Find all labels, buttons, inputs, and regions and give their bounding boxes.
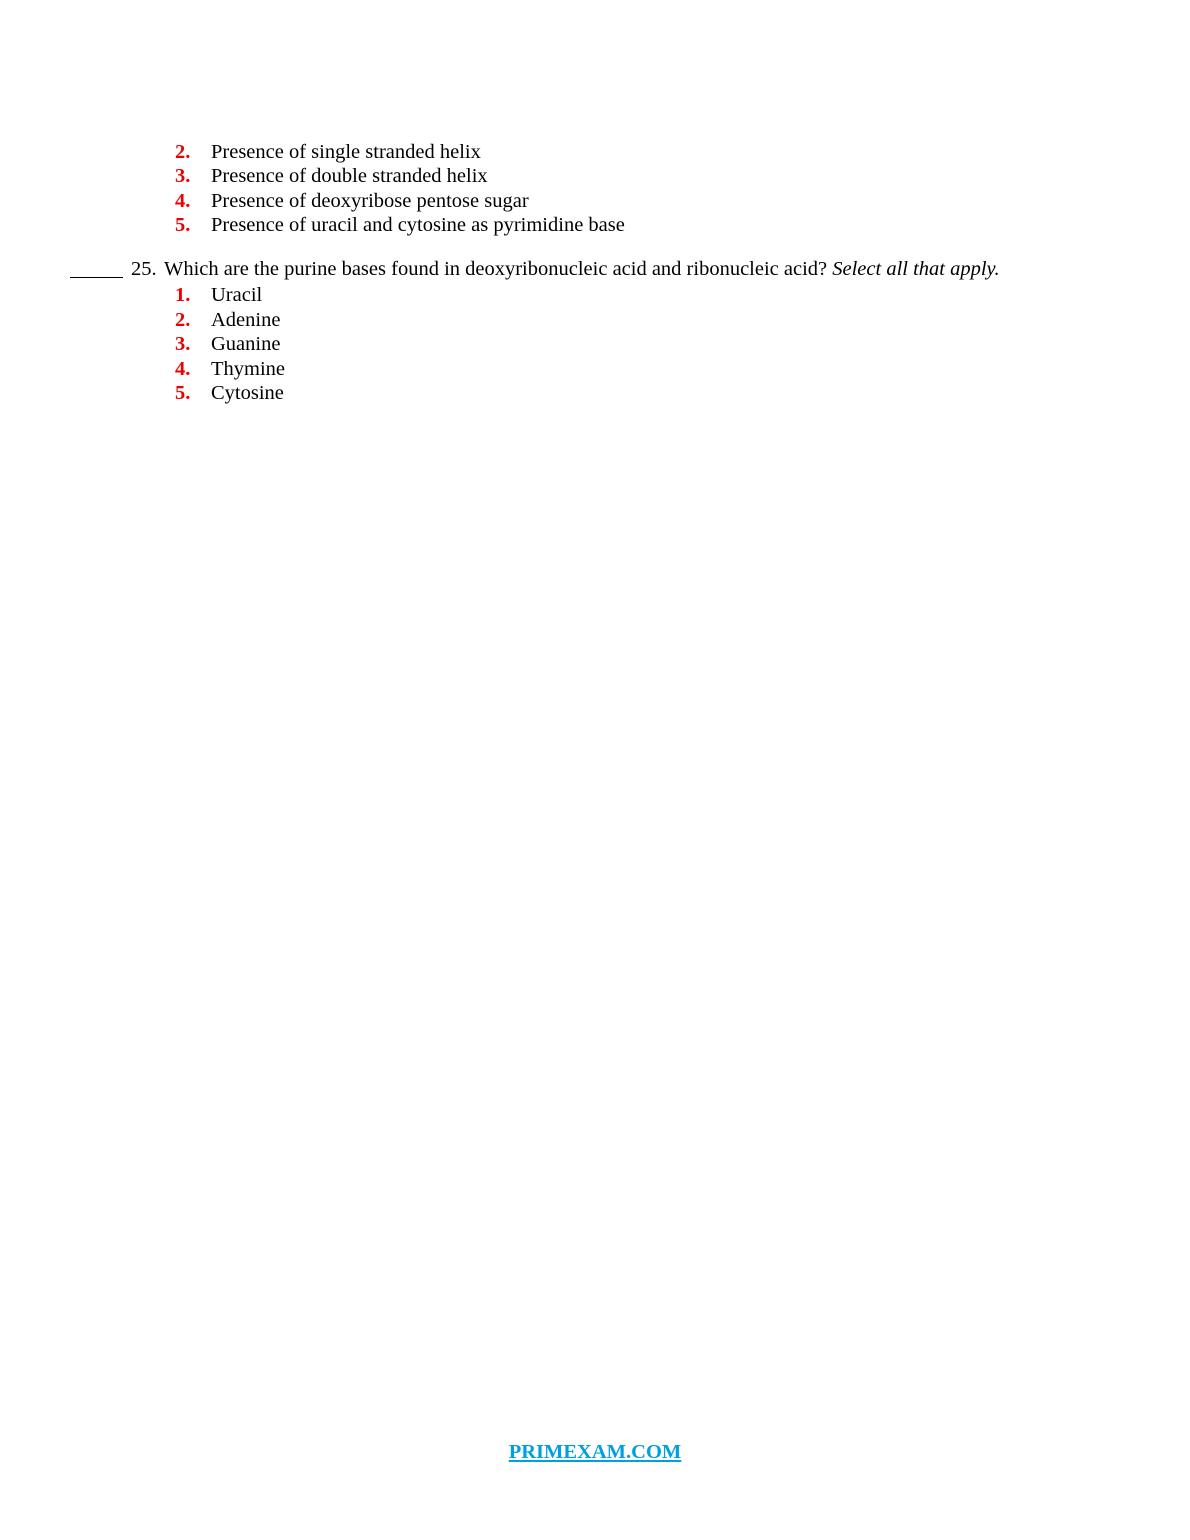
option-text: Uracil [211,284,263,306]
option-text: Presence of single stranded helix [211,141,481,163]
primexam-link[interactable]: PRIMEXAM.COM [508,1441,682,1463]
option-text: Guanine [211,333,281,355]
footer [0,1439,1190,1465]
question-text [164,257,1000,281]
answer-blank [70,277,123,278]
option-number: 5. [175,214,191,236]
option-number: 3. [175,333,191,355]
option-text: Presence of uracil and cytosine as pyrimidine base [211,214,625,236]
option-text: Presence of deoxyribose pentose sugar [211,190,529,212]
option-text: Presence of double stranded helix [211,165,488,187]
option-number: 2. [175,141,191,163]
option-number: 4. [175,190,191,212]
question-number: 25. [131,258,157,280]
option-number: 4. [175,358,191,380]
question-stem: Which are the purine bases found in deoxyribonucleic acid and ribonucleic acid? [164,258,833,280]
option-text: Cytosine [211,382,284,404]
option-number: 2. [175,309,191,331]
option-number: 3. [175,165,191,187]
option-number: 1. [175,284,191,306]
option-text: Adenine [211,309,281,331]
option-number: 5. [175,382,191,404]
question-instruction: Select all that apply. [832,258,1000,280]
option-text: Thymine [211,358,286,380]
